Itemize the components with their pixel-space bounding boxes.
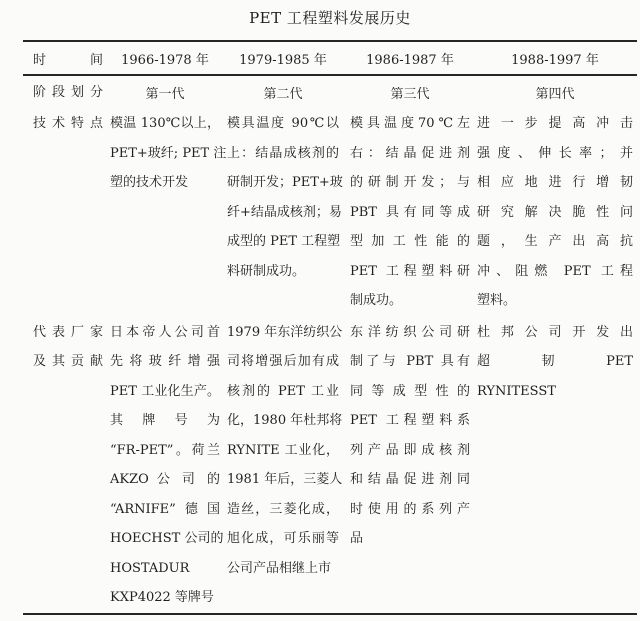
text-line: 同等成型性的 xyxy=(350,383,470,399)
text-line: 成型的 PET 工程塑 xyxy=(227,234,341,249)
text-line: 列产品即成核剂 xyxy=(350,442,470,458)
text-line: “FR-PET”。荷兰 xyxy=(110,442,220,458)
text-line: 型加工性能的 xyxy=(350,234,470,249)
text-line: 研制开发；PET+玻 xyxy=(227,175,343,190)
text-line: 其 牌 号 为 xyxy=(110,413,220,428)
text-line: PET+玻纤; PET 注 xyxy=(110,145,227,161)
time-col-gen2: 1979-1985 年 xyxy=(239,52,327,68)
text-line: 1981 年后，三菱人 xyxy=(227,472,343,487)
text-line: 先将玻纤增强 xyxy=(110,354,220,369)
text-line: 日本帝人公司首 xyxy=(110,324,220,340)
text-line: 时使用的系列产 xyxy=(350,501,470,517)
text-line: HOSTADUR xyxy=(110,560,190,576)
text-line: RYNITE 工业化， xyxy=(227,442,339,458)
text-line: 塑的技术开发 xyxy=(110,175,189,190)
text-line: RYNITESST xyxy=(477,383,556,399)
stage-row xyxy=(33,76,633,109)
time-col-gen1: 1966-1978 年 xyxy=(121,52,209,68)
text-line: 东洋纺织公司研 xyxy=(350,324,470,340)
table-title: PET 工程塑料发展历史 xyxy=(249,9,411,27)
row-label-time: 时 间 xyxy=(33,52,103,68)
text-line: 上：结晶成核剂的 xyxy=(227,145,339,161)
text-line: 制了与 PBT 具有 xyxy=(350,354,470,369)
stage-col-gen3: 第三代 xyxy=(390,87,430,102)
tech-cell-gen2 xyxy=(227,109,350,316)
text-line: 杜邦公司开发出 xyxy=(477,324,633,340)
text-line: 强度、伸长率；并 xyxy=(477,145,633,161)
row-label-tech: 技术特点 xyxy=(33,116,103,131)
text-line: 纤+结晶成核剂；易 xyxy=(227,204,342,220)
text-line: 司将增强后加有成 xyxy=(227,354,339,369)
text-line: PBT 具有同等成 xyxy=(350,204,470,220)
text-line: 造丝，三菱化成， xyxy=(227,501,339,517)
text-line: 公司产品相继上市 xyxy=(227,560,332,576)
tech-row xyxy=(33,109,633,316)
text-line: PET 工程塑料研 xyxy=(350,263,470,279)
text-line: 超 韧 PET xyxy=(477,354,633,369)
text-line: 旭化成，可乐丽等 xyxy=(227,531,339,546)
makers-cell-gen4 xyxy=(477,318,633,613)
text-line: AKZO 公 司 的 xyxy=(110,472,220,487)
text-line: KXP4022 等牌号 xyxy=(110,590,214,605)
text-line: 研究解决脆性问 xyxy=(477,204,633,220)
text-line: 和结晶促进剂同 xyxy=(350,472,470,487)
row-label-stage: 阶段划分 xyxy=(33,84,103,100)
text-line: 核剂的 PET 工业 xyxy=(227,383,339,399)
text-line: HOECHST 公司的 xyxy=(110,531,224,546)
time-header-row xyxy=(33,42,633,74)
makers-cell-gen2 xyxy=(227,318,350,613)
tech-cell-gen4 xyxy=(477,109,633,316)
text-line: 料研制成功。 xyxy=(227,263,306,279)
text-line: 模具温度 90℃以 xyxy=(227,116,339,131)
tech-cell-gen1 xyxy=(110,109,227,316)
text-line: 代表厂家 xyxy=(33,324,103,340)
text-line: 品 xyxy=(350,531,364,546)
row-label-makers xyxy=(33,318,110,613)
text-line: 题，生产出高抗 xyxy=(477,234,633,249)
table-bottom-rule xyxy=(23,613,637,615)
text-line: 1979 年东洋纺织公 xyxy=(227,324,343,340)
text-line: 模具温度70℃左 xyxy=(350,116,470,131)
text-line: 冲、阻燃 PET 工程 xyxy=(477,263,633,279)
tech-cell-gen3 xyxy=(350,109,477,316)
text-line: 右：结晶促进剂 xyxy=(350,145,470,161)
makers-row xyxy=(33,318,633,613)
text-line: 模温 130℃以上， xyxy=(110,116,220,131)
text-line: PET 工业化生产。 xyxy=(110,383,220,399)
text-line: 化，1980 年杜邦将 xyxy=(227,413,343,428)
stage-col-gen4: 第四代 xyxy=(535,87,575,102)
text-line: 塑料。 xyxy=(477,293,517,308)
text-line: 制成功。 xyxy=(350,293,403,308)
stage-col-gen2: 第二代 xyxy=(263,87,303,102)
text-line: 相应地进行增韧 xyxy=(477,175,633,190)
time-col-gen4: 1988-1997 年 xyxy=(511,52,599,68)
text-line: 进一步提高冲击 xyxy=(477,116,633,131)
text-line: 的研制开发；与 xyxy=(350,175,470,190)
text-line: PET 工程塑料系 xyxy=(350,413,470,428)
makers-cell-gen1 xyxy=(110,318,227,613)
text-line: 及其贡献 xyxy=(33,354,103,369)
makers-cell-gen3 xyxy=(350,318,477,613)
time-col-gen3: 1986-1987 年 xyxy=(366,52,454,68)
text-line: “ARNIFE”德国 xyxy=(110,501,220,517)
stage-col-gen1: 第一代 xyxy=(145,87,185,102)
